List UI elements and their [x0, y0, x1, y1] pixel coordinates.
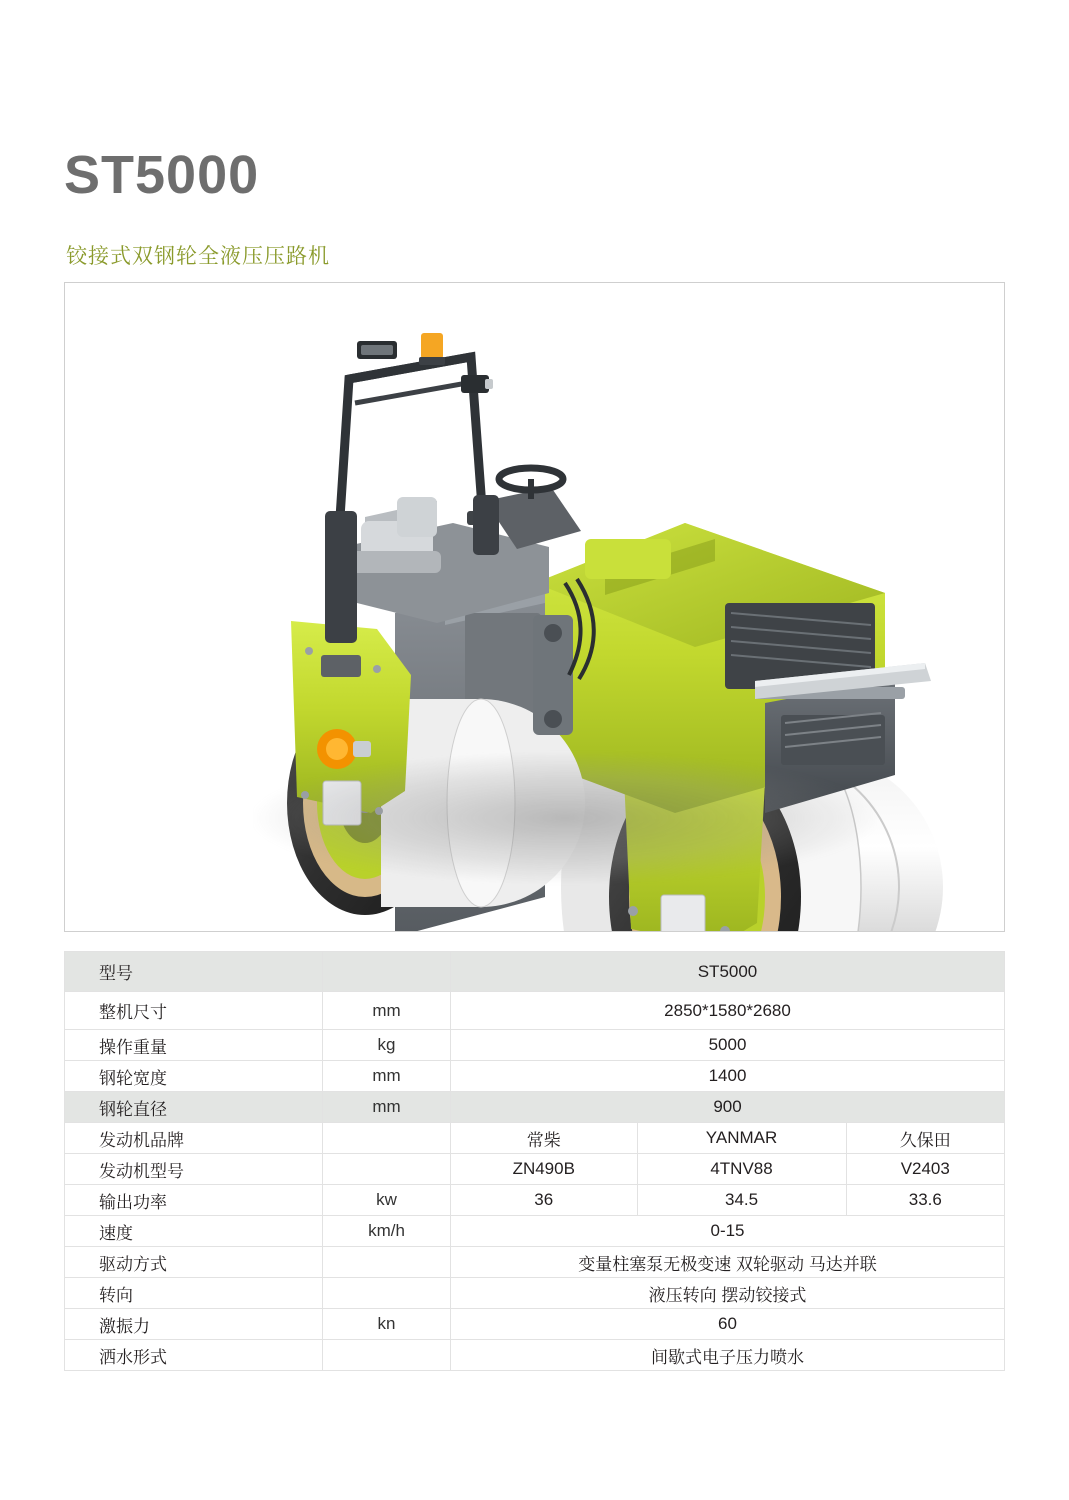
table-row — [65, 1030, 1005, 1061]
spec-unit — [323, 1123, 451, 1154]
spec-unit: mm — [323, 1061, 451, 1092]
spec-value: 液压转向 摆动铰接式 — [451, 1278, 1005, 1309]
table-row — [65, 1216, 1005, 1247]
product-photo — [65, 283, 1004, 931]
spec-value: YANMAR — [637, 1123, 846, 1154]
spec-unit — [323, 1278, 451, 1309]
spec-label: 速度 — [65, 1216, 323, 1247]
spec-unit: mm — [323, 1092, 451, 1123]
page-subtitle: 铰接式双钢轮全液压压路机 — [66, 245, 330, 268]
spec-unit: km/h — [323, 1216, 451, 1247]
work-lamp — [461, 375, 493, 393]
spec-value: 4TNV88 — [637, 1154, 846, 1185]
spec-label: 整机尺寸 — [65, 992, 323, 1030]
beacon-light — [419, 333, 445, 365]
spec-unit: kn — [323, 1309, 451, 1340]
spec-value: 900 — [451, 1092, 1005, 1123]
spec-value: 34.5 — [637, 1185, 846, 1216]
table-row — [65, 1340, 1005, 1371]
spec-value: V2403 — [846, 1154, 1004, 1185]
spec-label: 驱动方式 — [65, 1247, 323, 1278]
spec-label: 钢轮直径 — [65, 1092, 323, 1123]
table-row — [65, 1247, 1005, 1278]
spec-unit: kw — [323, 1185, 451, 1216]
rops-left-post — [325, 511, 357, 643]
product-image-frame — [64, 282, 1005, 932]
spec-unit — [323, 1340, 451, 1371]
spec-value: 0-15 — [451, 1216, 1005, 1247]
table-row — [65, 1309, 1005, 1340]
articulation-joint — [533, 615, 573, 735]
spec-value: ZN490B — [451, 1154, 638, 1185]
spec-label: 洒水形式 — [65, 1340, 323, 1371]
spec-label: 钢轮宽度 — [65, 1061, 323, 1092]
table-row — [65, 1123, 1005, 1154]
spec-label: 发动机型号 — [65, 1154, 323, 1185]
specification-table — [64, 951, 1005, 1371]
spec-value: ST5000 — [451, 952, 1005, 992]
table-row — [65, 1092, 1005, 1123]
spec-label: 发动机品牌 — [65, 1123, 323, 1154]
spec-value: 1400 — [451, 1061, 1005, 1092]
spec-unit — [323, 1247, 451, 1278]
drop-shadow — [255, 753, 875, 883]
spec-value: 36 — [451, 1185, 638, 1216]
spec-unit — [323, 952, 451, 992]
spec-value: 5000 — [451, 1030, 1005, 1061]
spec-value: 久保田 — [846, 1123, 1004, 1154]
spec-unit: mm — [323, 992, 451, 1030]
spec-unit — [323, 1154, 451, 1185]
table-row — [65, 952, 1005, 992]
table-row — [65, 1061, 1005, 1092]
table-row — [65, 992, 1005, 1030]
page-title: ST5000 — [64, 145, 260, 205]
spec-label: 激振力 — [65, 1309, 323, 1340]
spec-value: 60 — [451, 1309, 1005, 1340]
rops-frame-inner — [355, 383, 467, 403]
spec-table-body — [65, 952, 1005, 1371]
table-row — [65, 1185, 1005, 1216]
spec-value: 常柴 — [451, 1123, 638, 1154]
spec-label: 型号 — [65, 952, 323, 992]
spec-label: 转向 — [65, 1278, 323, 1309]
spec-label: 操作重量 — [65, 1030, 323, 1061]
table-row — [65, 1278, 1005, 1309]
spec-unit: kg — [323, 1030, 451, 1061]
spec-value: 变量柱塞泵无极变速 双轮驱动 马达并联 — [451, 1247, 1005, 1278]
table-row — [65, 1154, 1005, 1185]
spec-value: 33.6 — [846, 1185, 1004, 1216]
rops-right-post — [473, 495, 499, 555]
spec-label: 输出功率 — [65, 1185, 323, 1216]
spec-value: 间歇式电子压力喷水 — [451, 1340, 1005, 1371]
frame-display — [357, 341, 397, 359]
spec-value: 2850*1580*2680 — [451, 992, 1005, 1030]
